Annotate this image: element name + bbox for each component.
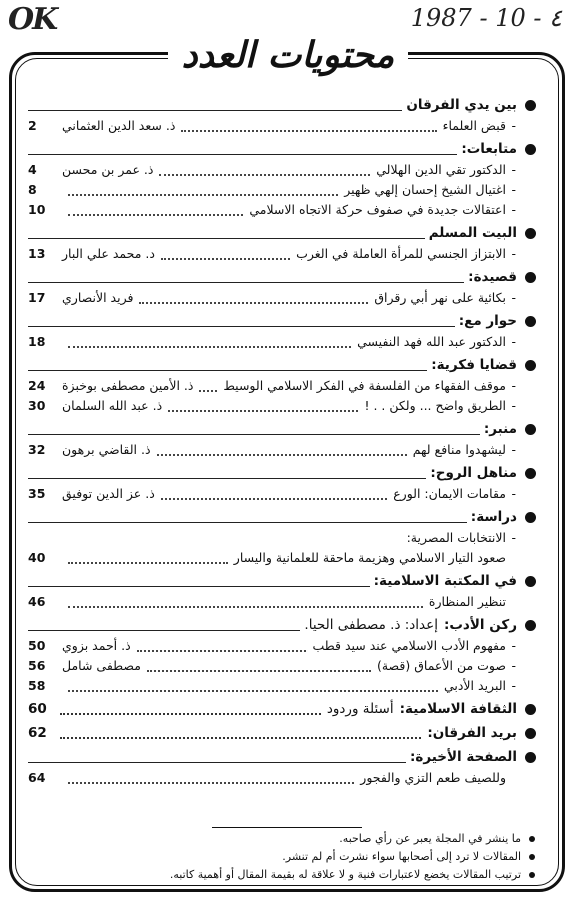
editorial-notes xyxy=(30,830,535,884)
toc-entry xyxy=(28,656,536,676)
toc-section xyxy=(28,463,536,484)
entry-author: فريد الأنصاري xyxy=(62,290,134,305)
page-number: 2 xyxy=(28,118,37,133)
entry-title: تنظير المنظارة xyxy=(428,594,506,609)
section-underline xyxy=(28,621,300,631)
entry-author: مصطفى شامل xyxy=(62,658,141,673)
entry-title: الانتخابات المصرية: xyxy=(406,530,506,545)
toc-entry xyxy=(28,244,536,264)
bullet-icon xyxy=(525,100,536,111)
entry-dash: - xyxy=(511,246,516,261)
section-subtitle: أسئلة وردود xyxy=(326,701,394,717)
section-title: قصيدة: xyxy=(468,269,517,285)
bullet-icon xyxy=(525,576,536,587)
section-underline xyxy=(28,753,406,763)
entry-author: د. محمد علي البار xyxy=(62,246,155,261)
entry-dash: - xyxy=(511,202,516,217)
dot-leader xyxy=(60,728,421,739)
page-title: محتويات العدد xyxy=(168,30,409,80)
dot-leader xyxy=(68,185,338,196)
page-number: 13 xyxy=(28,246,46,261)
toc-entry xyxy=(28,484,536,504)
entry-title: موقف الفقهاء من الفلسفة في الفكر الاسلامي الوسيط xyxy=(223,378,506,393)
dot-leader xyxy=(181,121,436,132)
dot-leader xyxy=(68,597,423,608)
bullet-icon xyxy=(529,854,535,860)
bullet-icon xyxy=(525,512,536,523)
entry-dash: - xyxy=(511,486,516,501)
toc-entry xyxy=(28,288,536,308)
entry-dash: - xyxy=(511,398,516,413)
dot-leader xyxy=(199,381,217,392)
bullet-icon xyxy=(525,424,536,435)
entry-dash: - xyxy=(511,530,516,545)
entry-title: ليشهدوا منافع لهم xyxy=(412,442,506,457)
entry-title: اعتقالات جديدة في صفوف حركة الاتجاه الاسلامي xyxy=(249,202,506,217)
section-underline xyxy=(28,513,467,523)
dot-leader xyxy=(159,165,370,176)
toc-entry xyxy=(28,528,536,548)
toc-entry xyxy=(28,180,536,200)
bullet-icon xyxy=(525,228,536,239)
section-subtitle: إعداد: ذ. مصطفى الحيا. xyxy=(304,617,438,633)
note-text: المقالات لا ترد إلى أصحابها سواء نشرت أم لم تنشر. xyxy=(282,850,521,863)
note-item xyxy=(30,866,535,884)
page-number: 40 xyxy=(28,550,46,565)
page-number: 4 xyxy=(28,162,37,177)
page-number: 60 xyxy=(28,701,47,717)
dot-leader xyxy=(68,553,228,564)
toc-section xyxy=(28,419,536,440)
bullet-icon xyxy=(525,360,536,371)
entry-title: الطريق واضح ... ولكن . . ! xyxy=(364,398,506,413)
toc-entry xyxy=(28,376,536,396)
dot-leader xyxy=(161,489,387,500)
toc-entry xyxy=(28,440,536,460)
entry-dash: - xyxy=(511,118,516,133)
section-title: بريد الفرقان: xyxy=(427,725,517,741)
toc-section xyxy=(28,571,536,592)
dot-leader xyxy=(139,293,368,304)
entry-title: الدكتور عبد الله فهد النفيسي xyxy=(357,334,506,349)
entry-author: ذ. سعد الدين العثماني xyxy=(62,118,176,133)
section-underline xyxy=(28,469,426,479)
page-number: 18 xyxy=(28,334,46,349)
entry-dash: - xyxy=(511,378,516,393)
entry-dash: - xyxy=(511,334,516,349)
entry-author: ذ. القاضي برهون xyxy=(62,442,151,457)
page-number: 8 xyxy=(28,182,37,197)
toc-section xyxy=(28,615,536,636)
entry-title: قبض العلماء xyxy=(442,118,506,133)
dot-leader xyxy=(157,445,407,456)
entry-dash: - xyxy=(511,658,516,673)
toc-section xyxy=(28,223,536,244)
bullet-icon xyxy=(525,272,536,283)
page-number: 32 xyxy=(28,442,46,457)
section-underline xyxy=(28,145,457,155)
section-underline xyxy=(28,229,425,239)
page-number: 46 xyxy=(28,594,46,609)
dot-leader xyxy=(68,681,438,692)
section-title: ركن الأدب: xyxy=(443,617,517,633)
section-title: الصفحة الأخيرة: xyxy=(409,749,517,765)
entry-dash: - xyxy=(511,290,516,305)
entry-author: ذ. أحمد بزوي xyxy=(62,638,131,653)
section-underline xyxy=(28,361,427,371)
notes-divider xyxy=(212,827,362,828)
table-of-contents xyxy=(28,95,536,791)
entry-dash: - xyxy=(511,182,516,197)
page-number: 56 xyxy=(28,658,46,673)
section-underline xyxy=(28,273,464,283)
entry-title: مفهوم الأدب الاسلامي عند سيد قطب xyxy=(312,638,506,653)
entry-title: اغتيال الشيخ إحسان إلهي ظهير xyxy=(344,182,506,197)
page-number: 64 xyxy=(28,770,46,785)
note-text: ما ينشر في المجلة يعبر عن رأي صاحبه. xyxy=(339,832,521,845)
bullet-icon xyxy=(525,316,536,327)
entry-dash: - xyxy=(511,442,516,457)
section-title: في المكتبة الاسلامية: xyxy=(373,573,517,589)
page-number: 58 xyxy=(28,678,46,693)
dot-leader xyxy=(60,704,321,715)
section-title: البيت المسلم xyxy=(428,225,517,241)
toc-section xyxy=(28,267,536,288)
dot-leader xyxy=(168,401,358,412)
section-title: متابعات: xyxy=(461,141,517,157)
toc-entry xyxy=(28,676,536,696)
note-item xyxy=(30,830,535,848)
toc-section xyxy=(28,723,536,744)
section-title: الثقافة الاسلامية: xyxy=(399,701,517,717)
toc-entry xyxy=(28,768,536,788)
handwritten-ok-mark: OK xyxy=(8,2,57,37)
entry-dash: - xyxy=(511,162,516,177)
toc-entry xyxy=(28,396,536,416)
toc-section xyxy=(28,699,536,720)
section-underline xyxy=(28,577,370,587)
toc-entry xyxy=(28,592,536,612)
toc-section xyxy=(28,139,536,160)
handwritten-date: 1987 - 10 - ٤ xyxy=(410,4,562,32)
entry-dash: - xyxy=(511,638,516,653)
bullet-icon xyxy=(529,836,535,842)
section-title: حوار مع: xyxy=(458,313,517,329)
entry-author: ذ. عز الدين توفيق xyxy=(62,486,155,501)
toc-section xyxy=(28,507,536,528)
section-underline xyxy=(28,101,402,111)
page-number: 62 xyxy=(28,725,47,741)
entry-title: صعود التيار الاسلامي وهزيمة ماحقة للعلمانية واليسار xyxy=(233,550,506,565)
dot-leader xyxy=(68,205,243,216)
entry-title: صوت من الأعماق (قصة) xyxy=(376,658,506,673)
dot-leader xyxy=(137,641,307,652)
page-number: 24 xyxy=(28,378,46,393)
section-title: منبر: xyxy=(483,421,517,437)
toc-entry xyxy=(28,200,536,220)
page-number: 30 xyxy=(28,398,46,413)
section-title: دراسة: xyxy=(470,509,517,525)
toc-entry xyxy=(28,160,536,180)
page-number: 35 xyxy=(28,486,46,501)
toc-section xyxy=(28,311,536,332)
entry-title: الابتزاز الجنسي للمرأة العاملة في الغرب xyxy=(296,246,506,261)
bullet-icon xyxy=(525,144,536,155)
bullet-icon xyxy=(525,620,536,631)
page-number: 10 xyxy=(28,202,46,217)
section-gap xyxy=(28,788,536,791)
note-text: ترتيب المقالات يخضع لاعتبارات فنية و لا علاقة له بقيمة المقال أو أهمية كاتبه. xyxy=(169,868,521,881)
dot-leader xyxy=(161,249,290,260)
bullet-icon xyxy=(525,752,536,763)
entry-title: الدكتور تقي الدين الهلالي xyxy=(376,162,506,177)
toc-entry xyxy=(28,636,536,656)
toc-entry xyxy=(28,116,536,136)
entry-title: وللصيف طعم التزي والفجور xyxy=(360,770,506,785)
section-underline xyxy=(28,425,480,435)
toc-section xyxy=(28,95,536,116)
dot-leader xyxy=(68,773,354,784)
toc-section xyxy=(28,747,536,768)
toc-section xyxy=(28,355,536,376)
entry-author: ذ. عبد الله السلمان xyxy=(62,398,163,413)
entry-author: ذ. الأمين مصطفى بوخبزة xyxy=(62,378,194,393)
toc-entry xyxy=(28,548,536,568)
entry-title: بكائية على نهر أبي رقراق xyxy=(374,290,506,305)
entry-title: مقامات الايمان: الورع xyxy=(393,486,506,501)
bullet-icon xyxy=(525,728,536,739)
page-number: 50 xyxy=(28,638,46,653)
section-underline xyxy=(28,317,455,327)
entry-title: البريد الأدبي xyxy=(443,678,506,693)
dot-leader xyxy=(68,337,351,348)
entry-dash: - xyxy=(511,678,516,693)
section-title: مناهل الروح: xyxy=(430,465,517,481)
title-banner xyxy=(0,30,576,80)
dot-leader xyxy=(147,661,371,672)
section-title: قضايا فكرية: xyxy=(431,357,517,373)
note-item xyxy=(30,848,535,866)
bullet-icon xyxy=(525,704,536,715)
section-title: بين يدي الفرقان xyxy=(406,97,517,113)
page-number: 17 xyxy=(28,290,46,305)
bullet-icon xyxy=(529,872,535,878)
entry-author: ذ. عمر بن محسن xyxy=(62,162,154,177)
toc-entry xyxy=(28,332,536,352)
bullet-icon xyxy=(525,468,536,479)
